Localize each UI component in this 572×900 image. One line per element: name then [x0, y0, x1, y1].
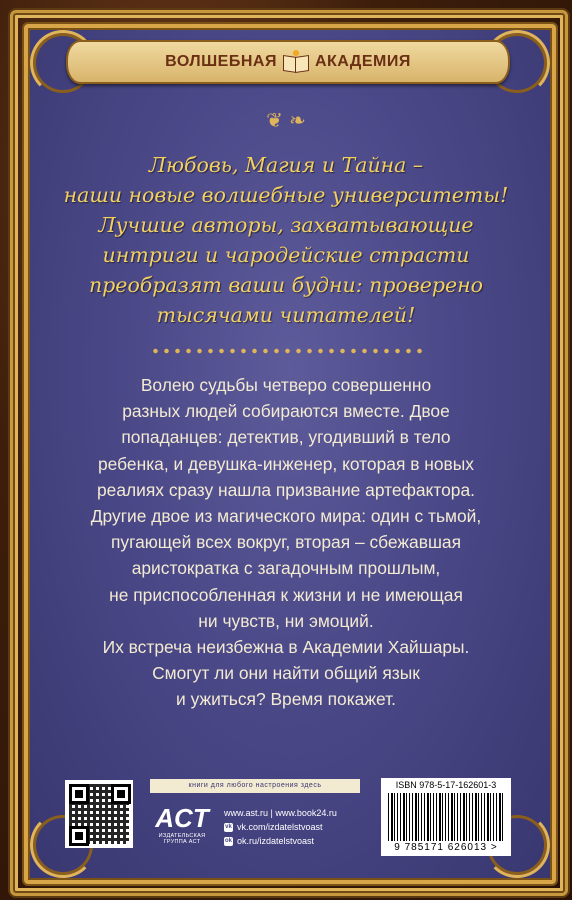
tagline-line: преобразят ваши будни: проверено [88, 273, 483, 297]
swirl-ornament-icon: ❦ ❧ [266, 108, 306, 132]
series-name-left: ВОЛШЕБНАЯ [165, 53, 277, 70]
description-line: Их встреча неизбежна в Академии Хайшары. [102, 637, 470, 658]
tagline-line: тысячами читателей! [156, 303, 416, 327]
series-name-right: АКАДЕМИЯ [314, 53, 411, 70]
series-banner [66, 40, 510, 84]
vk-link[interactable] [224, 820, 374, 834]
vk-icon: vk [225, 823, 232, 830]
publisher-links [224, 806, 374, 848]
open-book-icon [283, 50, 309, 74]
publisher-motto: книги для любого настроения здесь [150, 779, 360, 793]
tagline-line: наши новые волшебные университеты! [63, 183, 509, 207]
ok-link[interactable] [224, 834, 374, 848]
isbn-barcode-block [381, 778, 511, 856]
barcode-icon [388, 793, 504, 841]
site-links-text: www.ast.ru | www.book24.ru [224, 808, 337, 818]
series-tagline [60, 150, 512, 330]
description-line: ребенка, и девушка-инженер, которая в новых [98, 453, 474, 474]
ok-link-text: ok.ru/izdatelstvoast [237, 836, 315, 846]
ok-icon: ok [224, 837, 232, 844]
book-description [56, 372, 516, 713]
tagline-line: Лучшие авторы, захватывающие [98, 213, 474, 237]
publisher-caption: ИЗДАТЕЛЬСКАЯ ГРУППА АСТ [158, 833, 206, 845]
barcode-digits: 9 785171 626013 > [394, 842, 498, 853]
publisher-logo [152, 803, 212, 845]
vk-link-text: vk.com/izdatelstvoast [237, 822, 323, 832]
isbn-number: ISBN 978-5-17-162601-3 [395, 780, 497, 790]
publisher-mark: ACT [155, 803, 209, 833]
description-line: попаданцев: детектив, угодивший в тело [121, 427, 451, 448]
description-line: и ужиться? Время покажет. [176, 689, 396, 710]
tagline-line: Любовь, Магия и Тайна – [148, 153, 424, 177]
description-line: Другие двое из магического мира: один с тьмой, [90, 506, 482, 527]
description-line: ни чувств, ни эмоций. [198, 610, 374, 631]
description-line: Волею судьбы четверо совершенно [140, 375, 432, 395]
description-line: не приспособленная к жизни и не имеющая [109, 584, 463, 605]
description-line: реалиях сразу нашла призвание артефактора. [97, 479, 475, 500]
description-line: аристократка с загадочным прошлым, [131, 558, 441, 579]
qr-code [65, 780, 133, 848]
description-line: разных людей собираются вместе. Двое [122, 401, 450, 422]
description-line: Смогут ли они найти общий язык [152, 663, 420, 684]
tagline-line: интриги и чародейские страсти [102, 243, 470, 267]
site-links[interactable] [224, 806, 374, 820]
dotted-divider [150, 346, 422, 356]
description-line: пугающей всех вокруг, вторая – сбежавшая [111, 532, 461, 553]
